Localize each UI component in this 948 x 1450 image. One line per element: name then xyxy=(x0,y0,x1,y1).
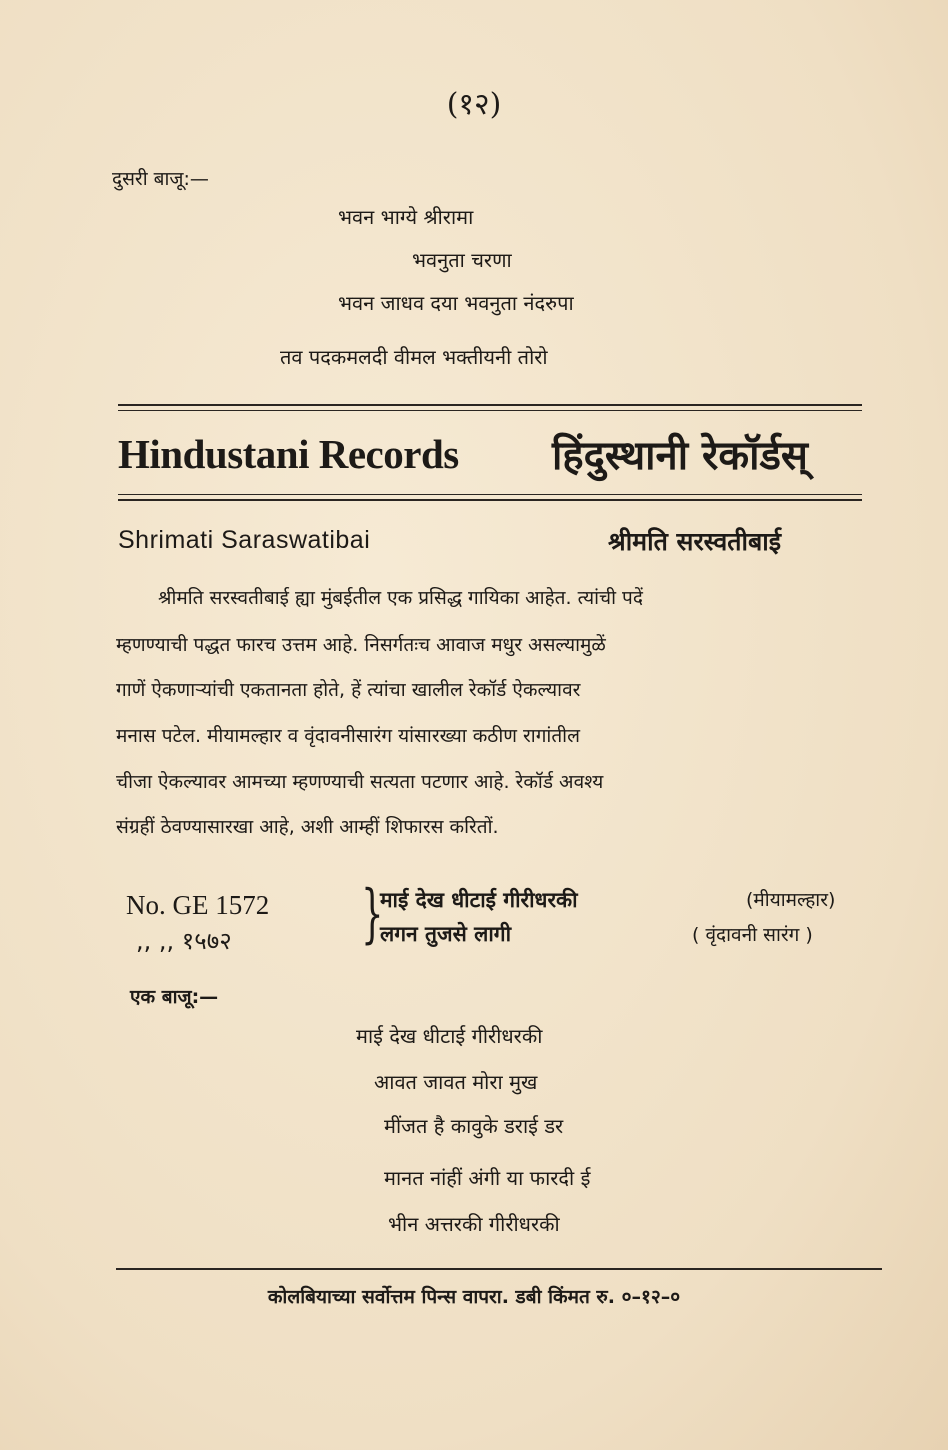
side-one-line-5: भीन अत्तरकी गीरीधरकी xyxy=(388,1212,560,1236)
record-song-2: लगन तुजसे लागी xyxy=(380,922,512,946)
side-one-label: एक बाजू:— xyxy=(130,986,219,1008)
record-song-1: माई देख धीटाई गीरीधरकी xyxy=(380,888,578,912)
record-number-2: ,, ,, १५७२ xyxy=(136,927,232,955)
page-number: (१२) xyxy=(446,87,502,122)
heading-marathi: हिंदुस्थानी रेकॉर्डस् xyxy=(552,433,808,479)
description-line-2: म्हणण्याची पद्धत फारच उत्तम आहे. निसर्गतःच आवाज मधुर असल्यामुळें xyxy=(116,634,606,656)
artist-english: Shrimati Saraswatibai xyxy=(118,526,371,554)
footer-advert: कोलबियाच्या सर्वोत्तम पिन्स वापरा. डबी किंमत रु. ०–१२–० xyxy=(267,1286,681,1308)
footer-rule xyxy=(116,1268,882,1270)
heading-rule-top xyxy=(118,404,862,406)
side-two-line-2: भवनुता चरणा xyxy=(412,248,512,272)
description-line-4: मनास पटेल. मीयामल्हार व वृंदावनीसारंग यांसारख्या कठीण रागांतील xyxy=(116,725,580,747)
side-two-line-4: तव पदकमलदी वीमल भक्तीयनी तोरो xyxy=(280,345,548,369)
side-one-line-1: माई देख धीटाई गीरीधरकी xyxy=(356,1024,543,1048)
side-two-label: दुसरी बाजू:— xyxy=(112,168,209,190)
description-line-6: संग्रहीं ठेवण्यासारखा आहे, अशी आम्हीं शिफारस करितों. xyxy=(116,816,499,838)
description-line-5: चीजा ऐकल्यावर आमच्या म्हणण्याची सत्यता पटणार आहे. रेकॉर्ड अवश्य xyxy=(116,771,604,793)
side-one-line-3: मींजत है कावुके डराई डर xyxy=(384,1114,564,1138)
record-raga-1: (मीयामल्हार) xyxy=(746,889,836,911)
artist-marathi: श्रीमति सरस्वतीबाई xyxy=(608,527,782,556)
heading-rule-bottom xyxy=(118,499,862,501)
description-line-3: गाणें ऐकणाऱ्यांची एकतानता होते, हें त्यांचा खालील रेकॉर्ड ऐकल्यावर xyxy=(116,679,581,701)
heading-english: Hindustani Records xyxy=(118,431,459,477)
side-two-line-3: भवन जाधव दया भवनुता नंदरुपा xyxy=(338,291,574,315)
record-brace: } xyxy=(361,877,384,951)
side-two-line-1: भवन भाग्ये श्रीरामा xyxy=(338,205,474,229)
heading-rule-top-thin xyxy=(118,410,862,411)
record-raga-2: ( वृंदावनी सारंग ) xyxy=(692,924,813,946)
side-one-line-2: आवत जावत मोरा मुख xyxy=(374,1070,538,1094)
side-one-line-4: मानत नांहीं अंगी या फारदी ई xyxy=(384,1166,591,1190)
description-line-1: श्रीमति सरस्वतीबाई ह्या मुंबईतील एक प्रसिद्ध गायिका आहेत. त्यांची पदें xyxy=(158,587,643,609)
heading-rule-bottom-thin xyxy=(118,494,862,495)
record-number-1: No. GE 1572 xyxy=(126,890,270,920)
